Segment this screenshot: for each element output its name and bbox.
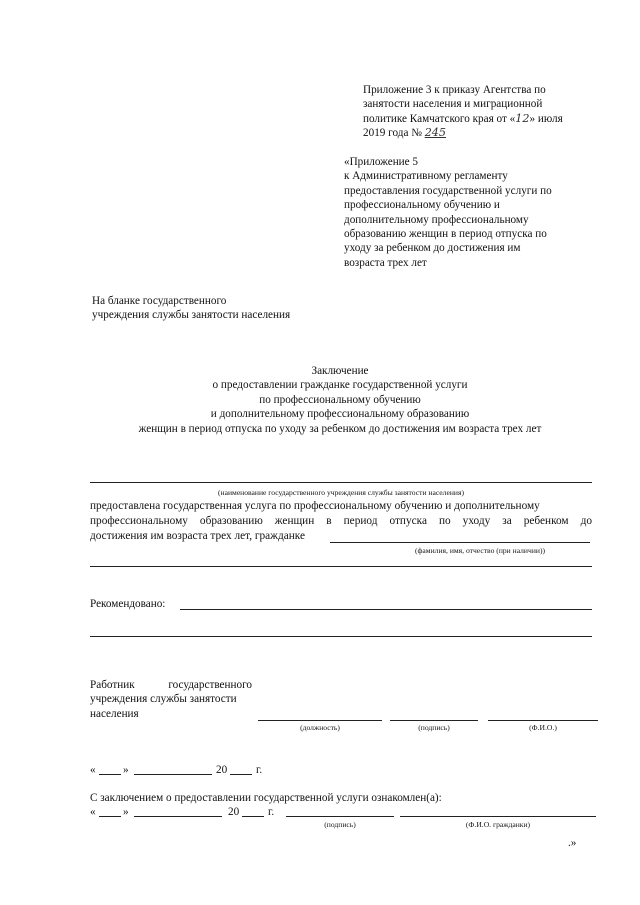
ack-fio-line [400, 816, 596, 817]
ack-caption-signature: (подпись) [324, 820, 356, 829]
caption-institution: (наименование государственного учреждения службы занятости населения) [217, 488, 464, 497]
ack-month-line [134, 816, 222, 817]
body-line-1: предоставлена государственная услуга по профессиональному обучению и дополнительному [90, 500, 540, 512]
ack-signature-line [286, 816, 394, 817]
appendix-line-4 [363, 126, 563, 140]
appendix5-line: предоставления государственной услуги по [344, 184, 552, 197]
caption-position: (должность) [300, 723, 340, 732]
worker-line-3: населения [90, 707, 139, 720]
date-month-line [134, 774, 212, 775]
ack-year-line [242, 816, 264, 817]
handwritten-number: 245 [424, 126, 447, 140]
appendix5-line: к Административному регламенту [344, 170, 508, 183]
letterhead-line-2: учреждения службы занятости населения [92, 309, 291, 322]
ack-day-line [99, 816, 121, 817]
body-blank-line [90, 566, 592, 567]
date-open-quote: « [90, 764, 96, 776]
appendix-line-2: занятости населения и миграционной [363, 98, 543, 111]
letterhead-line-1: На бланке государственного [92, 295, 227, 307]
position-line [258, 720, 382, 721]
recommended-label: Рекомендовано: [90, 598, 166, 610]
closing-quote: .» [568, 837, 577, 849]
recommended-line-1 [180, 609, 592, 610]
appendix-line-1: Приложение 3 к приказу Агентства по [363, 84, 546, 96]
ack-close-quote: » [123, 806, 129, 818]
date-close-quote: » [123, 764, 129, 776]
institution-line [90, 482, 592, 483]
appendix5-line: образованию женщин в период отпуска по [344, 228, 547, 241]
worker-label [90, 678, 252, 721]
appendix5-line: профессиональному обучению и [344, 199, 500, 212]
body-line-2: профессиональному образованию женщин в период отпуска по уходу за ребенком до [90, 515, 592, 527]
handwritten-day: 12 [515, 111, 530, 125]
appendix-date-prefix: политике Камчатского края от « [363, 112, 516, 125]
appendix5-line: возраста трех лет [344, 256, 427, 269]
title-line-1: Заключение [311, 365, 369, 377]
caption-fio: (фамилия, имя, отчество (при наличии)) [414, 546, 545, 555]
appendix-header [363, 83, 563, 141]
worker-line-2: учреждения службы занятости [90, 693, 237, 706]
appendix-line-3 [363, 112, 563, 126]
worker-line-1: Работник государственного [90, 679, 252, 691]
date-year-suffix: г. [256, 764, 263, 776]
title-line-3: по профессиональному обучению [259, 393, 421, 406]
appendix-date-suffix: » июля [529, 112, 563, 125]
signature-line [390, 720, 478, 721]
ack-open-quote: « [90, 806, 96, 818]
date-year-prefix: 20 [216, 764, 228, 776]
title-line-5: женщин в период отпуска по уходу за ребенком до достижения им возраста трех лет [138, 422, 542, 435]
appendix-number-label: 2019 года № [363, 127, 422, 140]
ack-caption-fio: (Ф.И.О. гражданки) [465, 820, 531, 829]
title-line-2: о предоставлении гражданке государственной услуги [212, 379, 468, 392]
body-line-3: достижения им возраста трех лет, гражданке [90, 530, 306, 542]
recommended-line-2 [90, 636, 592, 637]
ack-year-suffix: г. [268, 806, 275, 818]
caption-worker-fio: (Ф.И.О.) [529, 723, 557, 732]
ack-year-prefix: 20 [228, 806, 240, 818]
letterhead-note [92, 294, 290, 323]
appendix5-line: уходу за ребенком до достижения им [344, 242, 521, 255]
ack-text: С заключением о предоставлении государственной услуги ознакомлен(а): [90, 792, 442, 804]
date-day-line [99, 774, 121, 775]
title-line-4: и дополнительному профессиональному образованию [210, 408, 470, 421]
document-title [0, 364, 640, 436]
date-year-line [230, 774, 252, 775]
appendix5-line: дополнительному профессиональному [344, 213, 529, 226]
caption-signature: (подпись) [418, 723, 450, 732]
appendix5-line: «Приложение 5 [344, 156, 419, 168]
appendix5-block [344, 155, 552, 270]
citizen-name-line [330, 542, 590, 543]
worker-fio-line [488, 720, 598, 721]
